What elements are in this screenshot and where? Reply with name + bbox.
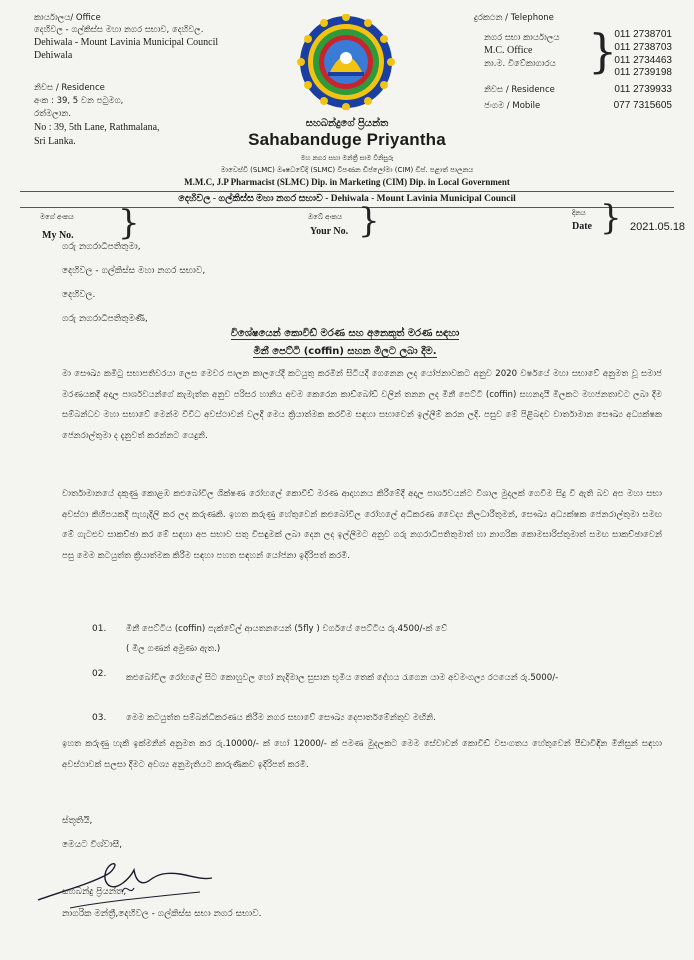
phone-number-2: 011 2738703 xyxy=(614,42,672,53)
phone-label-mc-office: M.C. Office xyxy=(484,45,533,56)
my-no-brace: } xyxy=(118,203,140,243)
my-no-label-en: My No. xyxy=(42,230,74,241)
item-2-number: 02. xyxy=(92,669,107,679)
phone-label-lounge: නා.ම. විවේකාගාරය xyxy=(484,59,556,69)
subject-line-1 xyxy=(140,326,550,342)
council-logo xyxy=(294,14,398,110)
mobile-phone: 077 7315605 xyxy=(613,100,672,111)
council-line: දෙහිවල - ගල්කිස්ස මහා නගර සභාව - Dehiwala - Mount Lavinia Municipal Council xyxy=(178,194,516,204)
subject-text-1: විශේෂයෙන් කොවිඩ් මරණ සහ අනෙකුත් මරණ සඳහා xyxy=(230,328,460,339)
item-1-text: මිනී පෙට්ටිය (coffin) පැක්වේල් ආයතනයෙන් (5fly ) වර්ගයේ පෙට්ටිය රු.4500/-ක් වේ xyxy=(126,624,448,634)
date-label-en: Date xyxy=(572,221,592,232)
name-en: Sahabanduge Priyantha xyxy=(248,130,446,149)
residence-address-si-2: රත්මලාන. xyxy=(34,109,72,119)
your-no-brace: } xyxy=(358,201,380,241)
signer-name: සහබන්දු ප්‍රියන්ත, xyxy=(62,887,127,897)
qualifications-si: මාවෙස්වි (SLMC) ඖෂධවේදි (SLMC) විපණන ඩිප්ලෝමා (CIM) ඩිප්. පළාත් පාලනය xyxy=(220,166,474,174)
your-no-label-en: Your No. xyxy=(310,226,349,237)
logo-emblem xyxy=(297,14,395,110)
subject-text-2: මිනී පෙට්ටි (coffin) සහන මිලට ලබා දීම. xyxy=(253,346,437,357)
telephone-label: දුරකථන / Telephone xyxy=(474,13,554,23)
residence-address-si-1: අංක : 39, 5 වන පටුමග, xyxy=(34,96,124,106)
residence-address-en-2: Sri Lanka. xyxy=(34,136,76,147)
salutation: ගරු නගරාධිපතිතුමණි, xyxy=(62,314,148,324)
item-1-number: 01. xyxy=(92,624,107,634)
date-brace: } xyxy=(600,198,622,238)
my-no-label-si: මගේ අංකය xyxy=(40,213,74,221)
handwritten-signature xyxy=(30,852,220,912)
addressee-line-3: දෙහිවල. xyxy=(62,290,96,300)
name-si: සහබන්දුගේ ප්‍රියන්ත xyxy=(305,118,389,129)
phone-number-4: 011 2739198 xyxy=(614,67,672,78)
phone-label-office-si: නගර සභා කාර්යාලය xyxy=(484,33,560,43)
residence-phone-label: නිවස / Residence xyxy=(484,85,555,95)
item-3-text: මෙම කටයුත්ත සම්බන්ධීකරණය කිරීම නගර සභාවේ සෞඛ්‍ය දෙපාර්තමේන්තුව මඟිනි. xyxy=(126,713,436,723)
closing-thanks: ස්තූතියි, xyxy=(62,816,93,826)
date-label-si: දිනය xyxy=(572,209,586,217)
title-si: මහ නගර සභා මන්ත්‍රී සාම විනිසුරු xyxy=(300,154,394,162)
addressee-line-2: දෙහිවල - ගල්කිස්ස මහා නගර සභාව, xyxy=(62,266,206,276)
office-label: කාර්යාලය/ Office xyxy=(34,13,101,23)
phone-brace: } xyxy=(588,24,618,78)
date-value: 2021.05.18 xyxy=(630,221,686,233)
paragraph-3: ඉහත කරුණු හැකි ඉක්මනින් අනුමත කර රු.10000/- ක් හෝ 12000/- ක් පමණ මුදලකට මෙම සේවාවන් කොවිඩ් වසංගතය හේතුවෙන් පීඩාවිඳින මිනිසුන් සඳහා අවස්ථාවක් සලසා දීමට අවශ්‍ය අනුමැතියට කාරුණිකව ඉදිරිපත් කරමි. xyxy=(62,739,662,770)
paragraph-2: වාර්තාමානයේ දකුණු කොළඹ කළුබෝවිල ශික්ෂණ රෝහලේ කොවිඩ් මරණ ආදාහනය කිරීමේදී අදාල පාර්ශවයන්ට විශාල මුදලක් ගෙවීම සිදු වී ඇති බව අප මහා සභා අවස්ථා කිහිපයකදී පැහැදිලි කර ලද කරුණකි. ඉහත කරුණු හේතුවෙන් කළුබෝවිල රෝහලේ අධිකරණ වෛද්‍ය නිලධාරීතුමන්, සෞඛ්‍ය අධ්‍යක්ෂක ජෙනරාල්තුමා සමඟ මේ ගැටළුව සාකච්ඡා කර මේ සඳහා අප සභාව සතු විසඳුමක් ලබා දෙන ලද ඉල්ලීමට අනුව ගරු නගරාධිපතිතුමාත් හා නාගරික කොමසාරිස්තුමාත් සමඟ සාකච්ඡාවෙන් පසු මෙම කටයුත්ත ක්‍රියාත්මක කිරීම සඳහා පහත සඳහන් යෝජනා ඉදිරිපත් කරමි. xyxy=(62,489,662,561)
qualifications-en: M.M.C, J.P Pharmacist (SLMC) Dip. in Marketing (CIM) Dip. in Local Government xyxy=(184,177,510,187)
your-no-label-si: ඔබේ අංකය xyxy=(308,213,342,221)
header-divider-top xyxy=(20,191,674,192)
residence-phone: 011 2739933 xyxy=(614,84,672,95)
addressee-line-1: ගරු නගරාධිපතිතුමා, xyxy=(62,242,141,252)
item-3-number: 03. xyxy=(92,713,107,723)
residence-address-en-1: No : 39, 5th Lane, Rathmalana, xyxy=(34,122,160,133)
office-address-en: Dehiwala - Mount Lavinia Municipal Council xyxy=(34,37,219,48)
item-1-note: ( මිල ගණන් අමුණා ඇත.) xyxy=(126,644,221,654)
residence-label: නිවස / Residence xyxy=(34,83,105,93)
item-2-text: කළුබෝවිල රෝහලේ සිට කොහුවල හෝ නැදිමාල සුසාන භූමිය තෙක් දේහය රැගෙන යාම අවමංගල්‍ය රථයෙන් රු.5000/- xyxy=(126,673,559,683)
closing-faithfully: මෙයට විශ්වාසී, xyxy=(62,840,123,850)
office-address-si: දෙහිවල - ගල්කිස්ස මහා නගර සභාව, දෙහිවල. xyxy=(34,25,204,35)
phone-number-1: 011 2738701 xyxy=(614,29,672,40)
mobile-label: ජංගම / Mobile xyxy=(484,101,541,111)
signer-title: නාගරික මන්ත්‍රී,දෙහිවල - ගල්කිස්ස සභා නගර සභාව. xyxy=(62,909,262,919)
office-city-en: Dehiwala xyxy=(34,50,73,61)
paragraph-1: මා සෞඛ්‍ය කමිටු සභාපතිවරයා ලෙස මෙවර පාලන කාලයේදී කටයුතු කරමින් සිටියදී ගෙනෙන ලද යෝජනාවකට අනුව 2020 වර්ෂයේ මහා සභාවේ අනුමත වූ සමාජ මරණයකදී අදාල පාර්ශවයන්ගේ කැමැත්ත අනුව පරිසර හානිය අවම කෙරෙන කාඩ්බෝඩ් වලින් තනන ලද මිනී පෙට්ටි (coffin) සහනදායී මිලකට මහජනතාවට ලබා දීම සම්බන්ධව මහා සභාවේ මෙන්ම විවිධ අවස්ථාවන් වලදී මෙය ක්‍රියාත්මක කරවීම සඳහා සභාවෙන් ඉල්ලීම් කරන ලදි. පසුව මේ පිළිබඳව වාර්තාමාන සෞඛ්‍ය අධ්‍යක්ෂක ජෙනරාල්තුමා ද දැනුවත් කරන්නට යෙදුනි. xyxy=(62,369,662,441)
subject-line-2 xyxy=(140,344,550,360)
phone-number-3: 011 2734463 xyxy=(614,55,672,66)
